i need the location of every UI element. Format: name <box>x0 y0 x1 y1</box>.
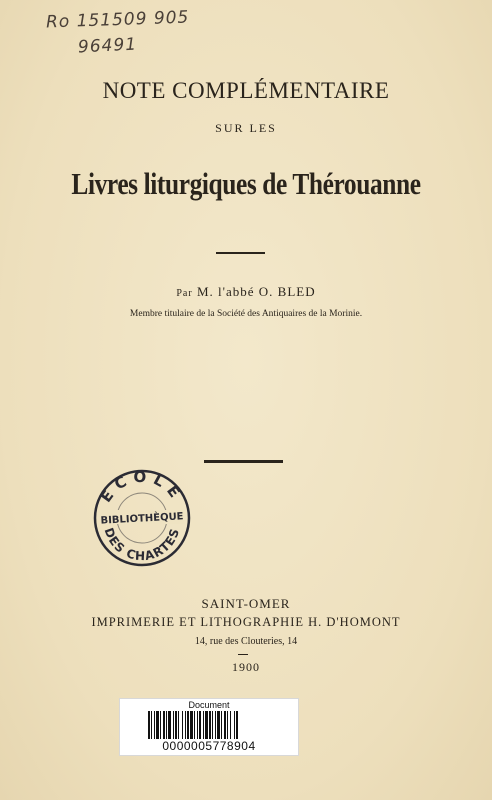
author-by: Par <box>176 288 193 299</box>
divider-rule-thick <box>204 460 283 463</box>
barcode-icon <box>148 711 270 739</box>
title-line-2: SUR LES <box>215 121 277 135</box>
svg-text:ECOLE: ECOLE <box>96 468 188 506</box>
author-name: M. l'abbé O. BLED <box>196 284 316 299</box>
svg-text:BIBLIOTHÈQUE: BIBLIOTHÈQUE <box>100 511 184 527</box>
author-membership: Membre titulaire de la Société des Antiquaires de la Morinie. <box>129 309 363 319</box>
divider-rule <box>216 252 265 254</box>
title-line-1: NOTE COMPLÉMENTAIRE <box>102 78 390 103</box>
main-title: Livres liturgiques de Thérouanne <box>71 166 421 201</box>
barcode-label <box>119 698 299 756</box>
imprint-printer: IMPRIMERIE ET LITHOGRAPHIE H. D'HOMONT <box>91 615 401 629</box>
small-rule <box>238 654 248 655</box>
svg-text:DES CHARTES: DES CHARTES <box>101 525 183 564</box>
barcode-number: 0000005778904 <box>162 739 256 753</box>
barcode-label-title: Document <box>188 700 230 710</box>
handwritten-shelfmark: Ro 151509 905 <box>45 7 190 33</box>
imprint-address: 14, rue des Clouteries, 14 <box>194 636 298 647</box>
author-line <box>0 284 492 300</box>
library-stamp <box>92 468 192 568</box>
imprint-city: SAINT-OMER <box>201 596 291 611</box>
handwritten-number: 96491 <box>77 34 138 58</box>
imprint-year: 1900 <box>232 660 260 674</box>
